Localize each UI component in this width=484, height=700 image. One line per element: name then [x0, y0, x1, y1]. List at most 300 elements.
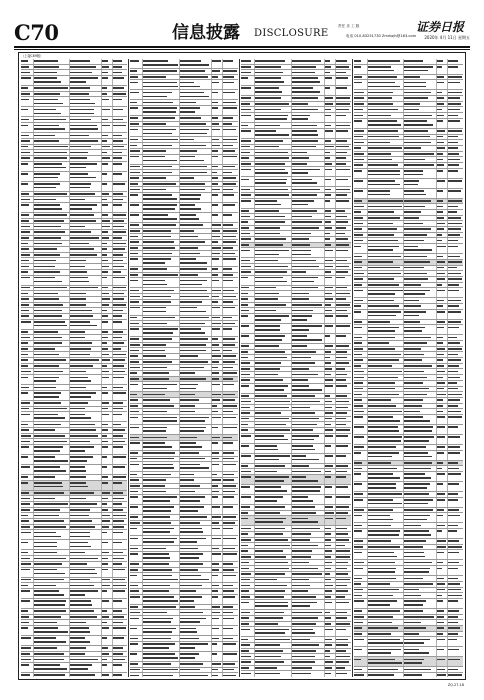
table-cell	[448, 582, 463, 587]
table-cell	[325, 350, 337, 355]
table-cell	[102, 276, 113, 285]
table-cell	[130, 327, 143, 336]
table-cell	[241, 572, 255, 577]
table-cell	[368, 352, 405, 357]
table-cell	[255, 538, 292, 543]
table-cell	[223, 193, 238, 202]
table-cell	[212, 100, 223, 105]
table-cell	[336, 583, 351, 588]
table-cell	[143, 589, 179, 594]
table-cell	[241, 417, 255, 422]
table-row	[130, 382, 238, 392]
table-cell	[113, 352, 127, 357]
table-cell	[255, 589, 292, 594]
table-cell	[212, 595, 223, 604]
table-row	[354, 657, 463, 667]
table-cell	[354, 283, 368, 288]
table-cell	[143, 143, 179, 148]
table-cell	[212, 552, 223, 561]
table-cell	[21, 139, 34, 144]
table-cell	[143, 278, 179, 287]
table-cell	[437, 560, 449, 565]
table-cell	[130, 176, 143, 181]
table-cell	[70, 568, 102, 577]
table-cell	[336, 469, 351, 474]
table-cell	[102, 369, 113, 374]
table-cell	[180, 616, 212, 625]
table-cell	[223, 398, 238, 403]
table-cell	[180, 288, 212, 293]
table-cell	[102, 123, 113, 132]
table-column-3	[241, 59, 351, 677]
table-cell	[354, 320, 368, 325]
table-cell	[143, 484, 179, 489]
table-cell	[336, 214, 351, 219]
table-cell	[336, 355, 351, 360]
table-cell	[404, 341, 437, 346]
table-cell	[368, 560, 405, 565]
table-cell	[255, 248, 292, 257]
table-cell	[404, 466, 437, 471]
table-cell	[437, 320, 449, 325]
table-cell	[212, 451, 223, 456]
table-cell	[21, 270, 34, 275]
table-cell	[223, 415, 238, 424]
table-cell	[404, 96, 437, 101]
table-cell	[34, 385, 70, 390]
table-cell	[223, 626, 238, 635]
table-cell	[102, 219, 113, 224]
table-cell	[368, 508, 405, 513]
table-cell	[336, 378, 351, 383]
table-cell	[21, 341, 34, 346]
table-cell	[292, 59, 325, 64]
table-cell	[21, 646, 34, 651]
table-cell	[21, 59, 34, 64]
table-cell	[113, 626, 127, 635]
table-cell	[241, 660, 255, 665]
table-cell	[404, 599, 437, 608]
table-cell	[180, 605, 212, 610]
table-cell	[70, 519, 102, 524]
table-cell	[34, 412, 70, 421]
table-cell	[241, 434, 255, 443]
table-cell	[354, 341, 368, 346]
table-cell	[70, 599, 102, 608]
table-cell	[102, 434, 113, 439]
table-cell	[368, 498, 405, 507]
table-cell	[292, 464, 325, 469]
table-cell	[336, 145, 351, 150]
table-cell	[180, 327, 212, 336]
table-cell	[102, 86, 113, 91]
table-cell	[354, 545, 368, 550]
table-cell	[241, 102, 255, 107]
table-cell	[223, 229, 238, 234]
table-cell	[130, 273, 143, 278]
table-cell	[336, 505, 351, 510]
table-row	[241, 434, 351, 444]
table-cell	[21, 475, 34, 480]
table-cell	[325, 355, 337, 360]
table-cell	[180, 193, 212, 202]
table-cell	[448, 435, 463, 444]
table-cell	[113, 213, 127, 218]
table-cell	[241, 394, 255, 399]
table-cell	[354, 288, 368, 297]
table-cell	[292, 671, 325, 677]
table-cell	[34, 626, 70, 635]
table-cell	[130, 143, 143, 148]
table-cell	[34, 646, 70, 651]
table-cell	[255, 666, 292, 671]
table-cell	[325, 555, 337, 560]
table-cell	[292, 543, 325, 548]
table-cell	[404, 210, 437, 215]
table-cell	[368, 113, 405, 118]
table-row	[21, 636, 127, 646]
table-cell	[223, 246, 238, 251]
table-cell	[180, 382, 212, 391]
table-cell	[368, 667, 405, 672]
table-cell	[404, 335, 437, 340]
table-cell	[241, 526, 255, 531]
table-cell	[325, 270, 337, 275]
table-cell	[102, 439, 113, 444]
table-cell	[368, 75, 405, 80]
table-cell	[354, 75, 368, 80]
table-cell	[102, 330, 113, 335]
table-cell	[102, 407, 113, 412]
table-cell	[102, 150, 113, 155]
table-cell	[21, 352, 34, 357]
table-cell	[292, 162, 325, 167]
table-cell	[255, 595, 292, 600]
table-cell	[448, 657, 463, 666]
table-cell	[223, 371, 238, 376]
table-cell	[255, 65, 292, 70]
table-row	[130, 415, 238, 425]
table-cell	[130, 365, 143, 370]
table-cell	[325, 516, 337, 525]
table-cell	[437, 288, 449, 297]
table-cell	[180, 278, 212, 287]
table-cell	[336, 399, 351, 404]
table-cell	[241, 637, 255, 642]
table-cell	[255, 616, 292, 621]
table-cell	[143, 251, 179, 256]
table-row	[21, 626, 127, 636]
table-cell	[34, 583, 70, 588]
table-cell	[404, 461, 437, 466]
table-cell	[404, 157, 437, 162]
table-caption: （上接C69版）	[21, 54, 44, 58]
table-cell	[292, 434, 325, 443]
table-cell	[34, 286, 70, 291]
table-cell	[143, 489, 179, 494]
table-cell	[21, 401, 34, 406]
table-cell	[292, 444, 325, 453]
table-cell	[336, 616, 351, 621]
table-row	[130, 526, 238, 536]
table-cell	[102, 626, 113, 635]
table-cell	[448, 445, 463, 450]
table-row	[21, 375, 127, 385]
table-cell	[255, 59, 292, 64]
table-cell	[212, 398, 223, 403]
table-cell	[70, 286, 102, 291]
table-cell	[70, 70, 102, 75]
table-cell	[180, 149, 212, 154]
table-cell	[368, 119, 405, 128]
table-cell	[70, 412, 102, 421]
table-cell	[448, 227, 463, 232]
table-cell	[34, 519, 70, 524]
table-row	[130, 278, 238, 288]
table-cell	[292, 231, 325, 236]
table-cell	[223, 223, 238, 228]
table-cell	[292, 589, 325, 594]
table-cell	[325, 643, 337, 648]
table-cell	[70, 352, 102, 357]
table-cell	[180, 371, 212, 376]
table-cell	[368, 657, 405, 666]
table-cell	[255, 156, 292, 161]
table-cell	[368, 325, 405, 334]
table-cell	[292, 560, 325, 565]
table-cell	[404, 523, 437, 528]
table-cell	[130, 193, 143, 202]
table-cell	[34, 540, 70, 549]
table-cell	[437, 260, 449, 265]
table-cell	[336, 627, 351, 636]
table-cell	[404, 352, 437, 357]
table-cell	[336, 666, 351, 671]
table-cell	[368, 364, 405, 369]
table-cell	[292, 372, 325, 377]
table-cell	[292, 286, 325, 291]
table-cell	[255, 566, 292, 571]
table-cell	[212, 75, 223, 80]
table-cell	[21, 86, 34, 91]
table-cell	[180, 294, 212, 299]
table-cell	[143, 321, 179, 326]
table-cell	[325, 156, 337, 161]
table-cell	[354, 566, 368, 575]
table-cell	[70, 578, 102, 583]
table-cell	[404, 566, 437, 575]
table-cell	[241, 220, 255, 225]
page-number: C70	[14, 20, 59, 45]
table-row	[241, 671, 351, 677]
table-cell	[223, 213, 238, 222]
table-cell	[368, 238, 405, 243]
table-cell	[437, 347, 449, 352]
table-cell	[448, 277, 463, 282]
table-cell	[368, 179, 405, 188]
table-cell	[241, 167, 255, 176]
table-cell	[448, 260, 463, 265]
table-cell	[113, 192, 127, 197]
table-cell	[325, 237, 337, 242]
table-cell	[223, 59, 238, 68]
table-cell	[212, 568, 223, 573]
table-cell	[448, 588, 463, 593]
table-cell	[354, 189, 368, 198]
table-cell	[223, 495, 238, 504]
table-cell	[143, 435, 179, 440]
table-cell	[336, 511, 351, 516]
table-cell	[223, 583, 238, 588]
table-cell	[241, 495, 255, 504]
table-cell	[130, 106, 143, 115]
table-cell	[21, 65, 34, 70]
table-cell	[354, 647, 368, 656]
table-cell	[255, 654, 292, 659]
table-cell	[143, 316, 179, 321]
table-cell	[437, 113, 449, 118]
table-cell	[70, 652, 102, 657]
table-cell	[34, 224, 70, 229]
table-cell	[180, 354, 212, 359]
table-cell	[130, 552, 143, 561]
table-cell	[70, 320, 102, 329]
table-cell	[404, 560, 437, 565]
table-cell	[180, 365, 212, 370]
table-cell	[34, 182, 70, 191]
table-cell	[21, 156, 34, 161]
table-cell	[255, 454, 292, 463]
table-cell	[21, 568, 34, 577]
table-cell	[255, 434, 292, 443]
table-cell	[34, 475, 70, 480]
table-cell	[325, 649, 337, 654]
table-cell	[143, 526, 179, 535]
table-cell	[223, 360, 238, 365]
table-cell	[448, 119, 463, 128]
table-cell	[255, 324, 292, 333]
table-cell	[21, 308, 34, 313]
header-rule-thick	[14, 46, 470, 48]
table-cell	[404, 146, 437, 151]
table-cell	[292, 428, 325, 433]
table-cell	[255, 411, 292, 416]
table-cell	[102, 247, 113, 252]
table-cell	[437, 545, 449, 550]
table-cell	[255, 394, 292, 399]
table-cell	[437, 152, 449, 157]
table-cell	[130, 223, 143, 228]
table-cell	[113, 224, 127, 229]
table-cell	[102, 615, 113, 620]
table-cell	[113, 391, 127, 400]
table-cell	[143, 300, 179, 305]
table-cell	[255, 622, 292, 627]
table-cell	[336, 444, 351, 453]
table-cell	[212, 546, 223, 551]
table-cell	[113, 646, 127, 651]
table-cell	[354, 102, 368, 107]
table-row	[21, 123, 127, 133]
table-cell	[180, 668, 212, 673]
table-cell	[404, 310, 437, 319]
table-cell	[404, 320, 437, 325]
table-cell	[448, 59, 463, 64]
table-cell	[130, 371, 143, 376]
table-cell	[448, 647, 463, 656]
table-cell	[34, 308, 70, 313]
table-cell	[113, 297, 127, 302]
table-cell	[102, 391, 113, 400]
table-cell	[34, 550, 70, 555]
table-cell	[241, 209, 255, 214]
table-cell	[336, 595, 351, 600]
table-cell	[34, 556, 70, 561]
table-cell	[368, 298, 405, 303]
table-cell	[336, 76, 351, 85]
table-cell	[241, 86, 255, 95]
table-cell	[368, 335, 405, 340]
table-cell	[255, 643, 292, 648]
table-cell	[223, 182, 238, 187]
table-cell	[404, 364, 437, 369]
table-cell	[34, 264, 70, 269]
table-row	[21, 530, 127, 540]
table-row	[241, 113, 351, 123]
table-cell	[143, 100, 179, 105]
table-cell	[113, 519, 127, 524]
table-cell	[448, 369, 463, 374]
table-cell	[130, 636, 143, 641]
table-cell	[130, 392, 143, 397]
table-cell	[70, 375, 102, 384]
table-cell	[143, 610, 179, 615]
table-cell	[102, 652, 113, 657]
table-cell	[113, 475, 127, 480]
table-cell	[34, 352, 70, 357]
table-cell	[180, 348, 212, 353]
table-cell	[113, 156, 127, 161]
table-cell	[354, 358, 368, 363]
table-row	[241, 199, 351, 209]
table-cell	[325, 258, 337, 263]
table-cell	[325, 475, 337, 484]
table-cell	[354, 119, 368, 128]
table-cell	[241, 162, 255, 167]
table-row	[21, 599, 127, 609]
table-cell	[354, 140, 368, 145]
table-cell	[437, 157, 449, 162]
table-cell	[255, 264, 292, 269]
table-cell	[292, 495, 325, 504]
table-cell	[143, 80, 179, 89]
table-cell	[448, 238, 463, 243]
table-row	[21, 182, 127, 192]
table-cell	[336, 434, 351, 443]
table-cell	[448, 129, 463, 134]
table-row	[130, 505, 238, 515]
table-cell	[368, 451, 405, 460]
table-cell	[223, 300, 238, 305]
table-row	[354, 550, 463, 560]
table-cell	[70, 620, 102, 625]
table-cell	[212, 165, 223, 170]
table-cell	[354, 620, 368, 625]
table-cell	[180, 257, 212, 266]
table-cell	[223, 484, 238, 489]
table-row	[130, 90, 238, 100]
table-cell	[113, 401, 127, 406]
